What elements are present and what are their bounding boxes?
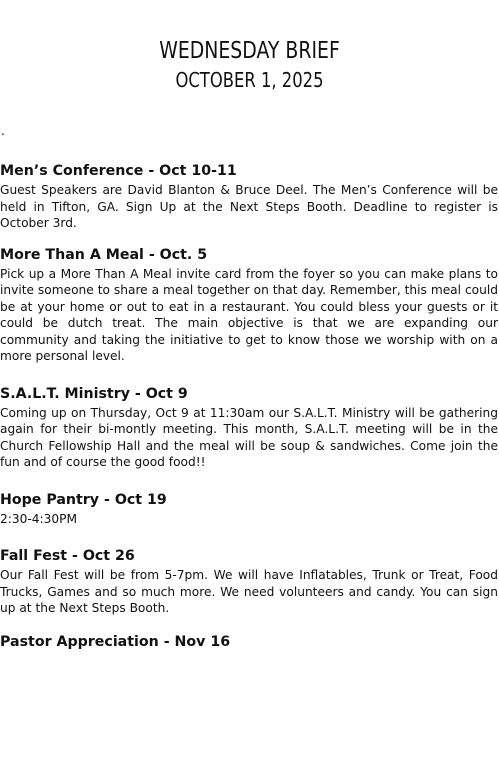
announcement-body: Guest Speakers are David Blanton & Bruce Deel. The Men’s Conference will be held in Tifton, GA. Sign Up at the Next Steps Booth. Deadline to register is October 3rd.: [0, 183, 498, 230]
announcement-fall-fest: [0, 545, 498, 617]
announcement-mens-conference: [0, 160, 498, 232]
announcement-pastor-appreciation: [0, 631, 498, 653]
announcement-body: Pick up a More Than A Meal invite card from the foyer so you can make plans to invite someone to share a meal together on that day. Remember, this meal could be at your home or out to eat in a restaurant. You could bless your guests or it could be dutch treat. The main objective is that we are expanding our community and taking the initiative to get to know those we worship with on a more personal level.: [0, 266, 498, 363]
announcements: [0, 160, 498, 667]
document-header: [0, 36, 499, 94]
announcement-heading: Hope Pantry - Oct 19: [0, 491, 167, 508]
announcement-body: Coming up on Thursday, Oct 9 at 11:30am our S.A.L.T. Ministry will be gathering again for their bi-montly meeting. This month, S.A.L.T. meeting will be in the Church Fellowship Hall and the meal will be soup & sandwiches. Come join the fun and of course the good food!!: [0, 405, 498, 469]
stray-dot: .: [1, 124, 5, 138]
announcement-heading: S.A.L.T. Ministry - Oct 9: [0, 385, 188, 402]
page-date: OCTOBER 1, 2025: [175, 68, 324, 92]
announcement-body: 2:30-4:30PM: [0, 511, 77, 526]
announcement-heading: Pastor Appreciation - Nov 16: [0, 633, 231, 650]
announcement-heading: Fall Fest - Oct 26: [0, 548, 135, 564]
page-title: WEDNESDAY BRIEF: [159, 38, 340, 64]
announcement-heading: More Than A Meal - Oct. 5: [0, 246, 208, 263]
announcement-more-than-a-meal: [0, 244, 498, 365]
announcement-hope-pantry: [0, 489, 498, 528]
announcement-heading: Men’s Conference - Oct 10-11: [0, 163, 237, 179]
announcement-salt-ministry: [0, 383, 498, 471]
announcement-body: Our Fall Fest will be from 5-7pm. We will have Inflatables, Trunk or Treat, Food Trucks, Games and so much more. We need volunteers and candy. You can sign up at the Next Steps Booth.: [0, 568, 498, 615]
